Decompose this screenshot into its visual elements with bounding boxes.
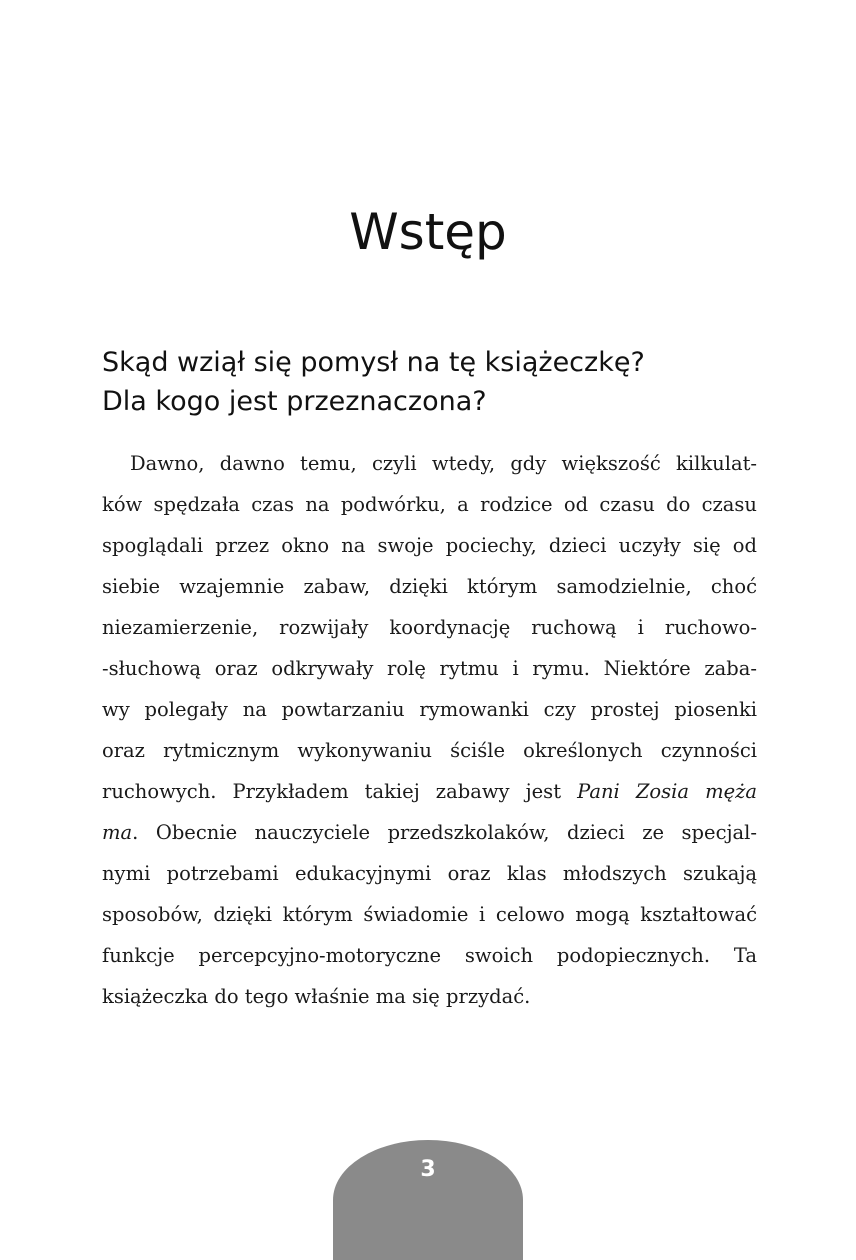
paragraph-line: -słuchową oraz odkrywały rolę rytmu i rymu. Niektóre zaba- [102,657,757,680]
paragraph-line: sposobów, dzięki którym świadomie i celowo mogą kształtować [102,903,757,926]
paragraph-line: ków spędzała czas na podwórku, a rodzice od czasu do czasu [102,493,757,516]
paragraph-line: Dawno, dawno temu, czyli wtedy, gdy większość kilkulat- [130,452,757,475]
page-number: 3 [420,1157,436,1182]
paragraph-line: książeczka do tego właśnie ma się przydać. [102,985,531,1008]
paragraph-line: spoglądali przez okno na swoje pociechy, dzieci uczyły się od [102,534,757,557]
section-heading [102,343,762,421]
paragraph-line [102,812,757,853]
paragraph-line: funkcje percepcyjno-motoryczne swoich podopiecznych. Ta [102,944,757,967]
paragraph-line: nymi potrzebami edukacyjnymi oraz klas młodszych szukają [102,862,757,885]
paragraph-line: siebie wzajemnie zabaw, dzięki którym samodzielnie, choć [102,575,757,598]
section-heading-line-1: Skąd wziął się pomysł na tę książeczkę? [102,347,645,378]
section-heading-line-2: Dla kogo jest przeznaczona? [102,386,487,417]
game-title-italic: Pani Zosia męża [577,780,758,803]
chapter-title: Wstęp [349,203,507,261]
paragraph-line: niezamierzenie, rozwijały koordynację ruchową i ruchowo- [102,616,757,639]
paragraph-line: wy polegały na powtarzaniu rymowanki czy prostej piosenki [102,698,757,721]
paragraph-line: oraz rytmicznym wykonywaniu ściśle określonych czynności [102,739,757,762]
paragraph-text: . Obecnie nauczyciele przedszkolaków, dzieci ze specjal- [132,821,757,844]
body-paragraph [102,443,757,1017]
game-title-italic: ma [102,821,133,844]
paragraph-line [102,771,757,812]
paragraph-text: ruchowych. Przykładem takiej zabawy jest [102,780,578,803]
